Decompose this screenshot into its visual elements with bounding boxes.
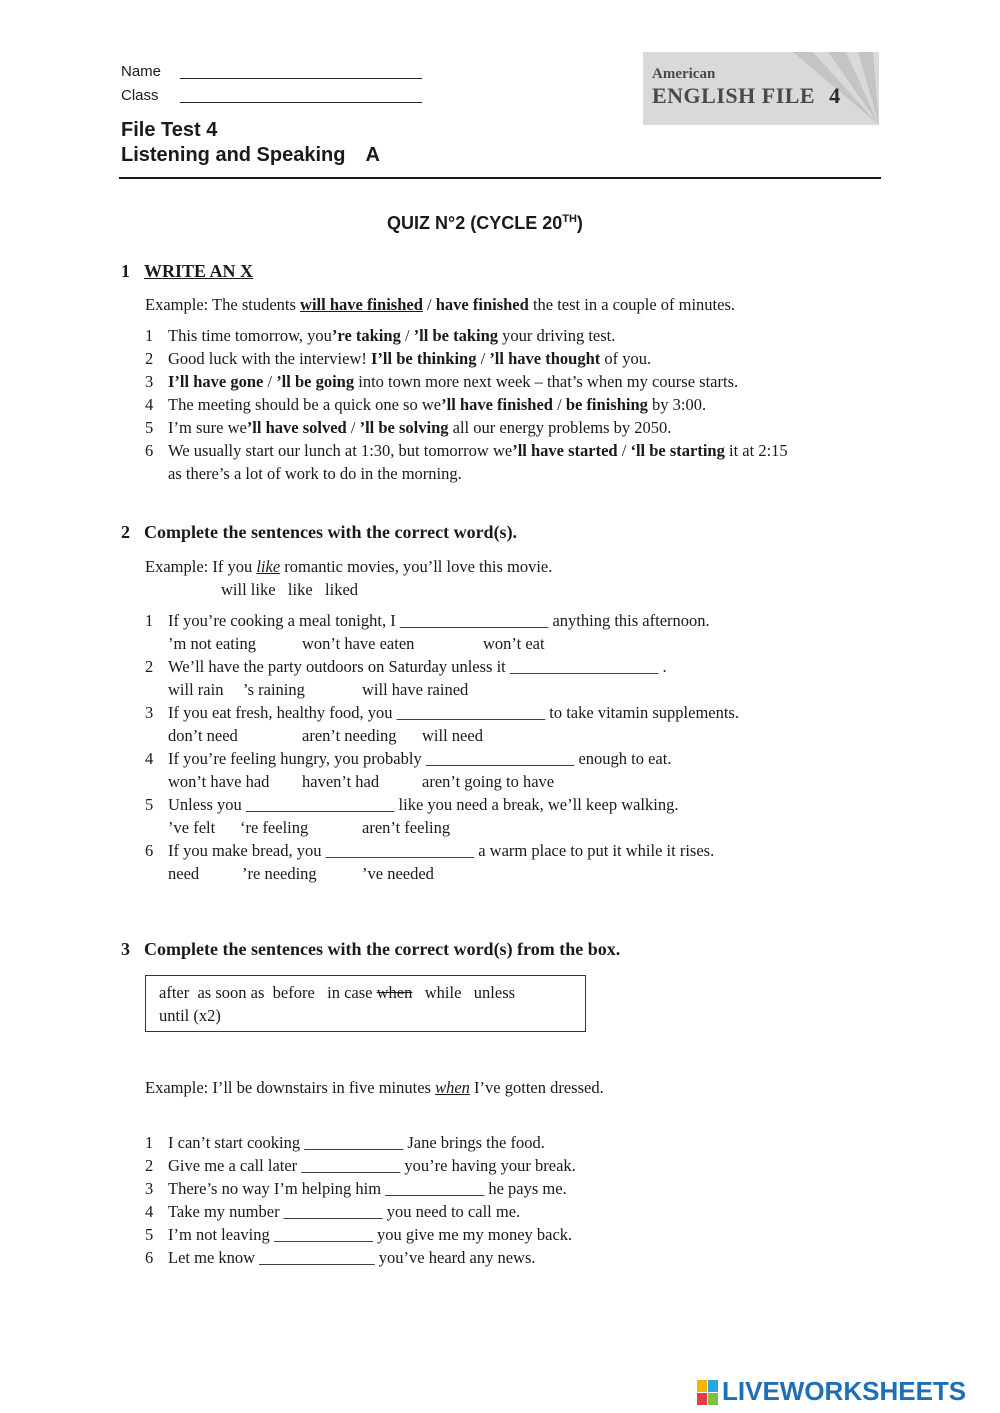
american-english-file-logo <box>643 52 879 125</box>
section2-list <box>145 609 739 885</box>
example-separator: / <box>422 295 436 314</box>
item-number: 2 <box>145 349 154 368</box>
section3-list <box>145 1131 576 1269</box>
choice-a[interactable]: ’ll have finished <box>441 395 553 414</box>
item-number: 2 <box>145 1156 154 1175</box>
example-answer: like <box>256 557 281 576</box>
section2-example <box>145 555 552 578</box>
section2-heading <box>121 522 517 543</box>
item-number: 5 <box>145 795 154 814</box>
liveworksheets-brand: LIVEWORKSHEETS <box>722 1376 967 1406</box>
option[interactable]: won’t have eaten <box>302 634 415 653</box>
list-item-continuation: as there’s a lot of work to do in the morning. <box>168 464 462 483</box>
quiz-title-sup: TH <box>562 213 577 225</box>
quiz-title <box>387 213 583 234</box>
option[interactable]: will have rained <box>362 680 469 699</box>
example-option-1[interactable]: will have finished <box>300 295 423 314</box>
choice-separator: / <box>552 395 566 414</box>
version-letter: A <box>365 144 380 166</box>
section3-number: 3 <box>121 939 130 959</box>
word-box-words: while unless <box>412 983 516 1002</box>
example-prefix: Example: I’ll be downstairs in five minutes <box>145 1078 436 1097</box>
section1-example <box>145 293 735 316</box>
item-text: by 3:00. <box>647 395 707 414</box>
option[interactable]: ’s raining <box>243 680 305 699</box>
word-box <box>145 975 586 1032</box>
option[interactable]: aren’t needing <box>302 726 397 745</box>
section1-number: 1 <box>121 261 130 281</box>
item-number: 3 <box>145 1179 154 1198</box>
choice-separator: / <box>263 372 277 391</box>
liveworksheets-logo-icon <box>697 1380 719 1406</box>
class-field[interactable]: _____________________________ <box>180 87 422 104</box>
header-divider <box>119 177 881 179</box>
example-prefix: Example: If you <box>145 557 257 576</box>
list-item <box>145 1154 576 1177</box>
item-text: If you eat fresh, healthy food, you __________________ to take vitamin supplements. <box>168 703 739 722</box>
item-number: 2 <box>145 657 154 676</box>
list-item <box>145 393 788 416</box>
item-number: 1 <box>145 611 154 630</box>
example-suffix: romantic movies, you’ll love this movie. <box>280 557 553 576</box>
choice-separator: / <box>346 418 360 437</box>
choice-a[interactable]: I’ll be thinking <box>371 349 477 368</box>
item-text: Take my number ____________ you need to call me. <box>168 1202 521 1221</box>
item-text: The meeting should be a quick one so we <box>168 395 442 414</box>
list-item <box>145 1246 576 1269</box>
list-item <box>145 747 739 793</box>
item-number: 3 <box>145 372 154 391</box>
listening-speaking-label: Listening and Speaking <box>121 144 346 166</box>
list-item <box>145 324 788 347</box>
item-number: 6 <box>145 1248 154 1267</box>
option[interactable]: will need <box>422 726 483 745</box>
item-text: If you’re cooking a meal tonight, I __________________ anything this afternoon. <box>168 611 710 630</box>
choice-b[interactable]: ‘ll be starting <box>630 441 725 460</box>
item-text: of you. <box>600 349 652 368</box>
list-item <box>145 1223 576 1246</box>
item-text: I’m sure we <box>168 418 247 437</box>
choice-b[interactable]: be finishing <box>565 395 648 414</box>
item-text: Give me a call later ____________ you’re having your break. <box>168 1156 576 1175</box>
item-text: We usually start our lunch at 1:30, but tomorrow we <box>168 441 513 460</box>
list-item <box>145 609 739 655</box>
word-box-line-2: until (x2) <box>159 1006 221 1025</box>
section3-example <box>145 1076 604 1099</box>
item-text: Good luck with the interview! <box>168 349 371 368</box>
example-answer: when <box>435 1078 470 1097</box>
item-number: 4 <box>145 395 154 414</box>
section2-example-options: will like like liked <box>221 580 359 599</box>
option[interactable]: haven’t had <box>302 772 380 791</box>
item-number: 1 <box>145 1133 154 1152</box>
section1-list <box>145 324 788 485</box>
list-item <box>145 839 739 885</box>
file-test-title: File Test 4 <box>121 119 218 141</box>
choice-b[interactable]: ’ll have thought <box>489 349 601 368</box>
choice-b[interactable]: ’ll be taking <box>413 326 499 345</box>
item-text: We’ll have the party outdoors on Saturday unless it __________________ . <box>168 657 667 676</box>
list-item <box>145 655 739 701</box>
option[interactable]: don’t need <box>168 726 238 745</box>
list-item <box>145 347 788 370</box>
example-prefix: Example: The students <box>145 295 301 314</box>
item-number: 6 <box>145 441 154 460</box>
item-text: it at 2:15 <box>724 441 788 460</box>
logo-english-file-text: ENGLISH FILE <box>652 83 816 108</box>
example-suffix: the test in a couple of minutes. <box>528 295 736 314</box>
example-option-2[interactable]: have finished <box>435 295 529 314</box>
item-text: This time tomorrow, you <box>168 326 332 345</box>
section3-heading <box>121 939 620 960</box>
list-item <box>145 439 788 462</box>
word-box-used-word: when <box>376 983 413 1002</box>
item-text: I can’t start cooking ____________ Jane brings the food. <box>168 1133 545 1152</box>
item-number: 4 <box>145 749 154 768</box>
item-text: your driving test. <box>498 326 616 345</box>
name-field[interactable]: _____________________________ <box>180 63 422 80</box>
option[interactable]: need <box>168 864 200 883</box>
listening-speaking-title <box>121 143 380 168</box>
section2-title: Complete the sentences with the correct word(s). <box>144 522 518 542</box>
section1-title: WRITE AN X <box>144 261 254 281</box>
logo-number: 4 <box>829 83 841 108</box>
option[interactable]: ’m not eating <box>168 634 256 653</box>
class-label: Class <box>121 87 159 104</box>
item-text: all our energy problems by 2050. <box>448 418 672 437</box>
list-item <box>145 416 788 439</box>
quiz-title-close: ) <box>576 213 583 233</box>
item-text: If you make bread, you __________________ a warm place to put it while it rises. <box>168 841 715 860</box>
quiz-title-text: QUIZ N°2 (CYCLE 20 <box>387 213 563 233</box>
option[interactable]: ’re needing <box>242 864 317 883</box>
list-item <box>145 701 739 747</box>
option[interactable]: ’ve felt <box>168 818 216 837</box>
item-number: 3 <box>145 703 154 722</box>
section1-heading <box>121 261 253 282</box>
choice-separator: / <box>400 326 414 345</box>
choice-b[interactable]: ’ll be going <box>276 372 355 391</box>
example-suffix: I’ve gotten dressed. <box>469 1078 604 1097</box>
option[interactable]: ’ve needed <box>362 864 434 883</box>
item-text: into town more next week – that’s when my course starts. <box>354 372 739 391</box>
option[interactable]: won’t eat <box>483 634 545 653</box>
choice-b[interactable]: ’ll be solving <box>359 418 449 437</box>
section3-title: Complete the sentences with the correct word(s) from the box. <box>144 939 621 959</box>
logo-american: American <box>652 66 716 82</box>
list-item <box>145 793 739 839</box>
item-number: 5 <box>145 418 154 437</box>
word-box-words: after as soon as before in case <box>159 983 377 1002</box>
item-text: If you’re feeling hungry, you probably __________________ enough to eat. <box>168 749 672 768</box>
choice-separator: / <box>476 349 490 368</box>
choice-a[interactable]: ’ll have started <box>512 441 618 460</box>
option[interactable]: ‘re feeling <box>240 818 309 837</box>
item-text: There’s no way I’m helping him ____________ he pays me. <box>168 1179 567 1198</box>
word-box-line-1 <box>159 981 515 1004</box>
item-text: Unless you __________________ like you need a break, we’ll keep walking. <box>168 795 679 814</box>
item-text: I’m not leaving ____________ you give me my money back. <box>168 1225 573 1244</box>
item-text: Let me know ______________ you’ve heard any news. <box>168 1248 536 1267</box>
name-label: Name <box>121 63 162 80</box>
list-item <box>145 1177 576 1200</box>
option[interactable]: will rain <box>168 680 224 699</box>
option[interactable]: aren’t feeling <box>362 818 451 837</box>
choice-separator: / <box>617 441 631 460</box>
logo-english-file <box>652 83 841 109</box>
item-number: 5 <box>145 1225 154 1244</box>
choice-a[interactable]: I’ll have gone <box>168 372 264 391</box>
list-item <box>145 1131 576 1154</box>
list-item <box>145 370 788 393</box>
choice-a[interactable]: ’ll have solved <box>246 418 347 437</box>
item-number: 6 <box>145 841 154 860</box>
choice-a[interactable]: ’re taking <box>331 326 401 345</box>
list-item <box>145 1200 576 1223</box>
option[interactable]: aren’t going to have <box>422 772 555 791</box>
item-number: 4 <box>145 1202 154 1221</box>
option[interactable]: won’t have had <box>168 772 270 791</box>
item-number: 1 <box>145 326 154 345</box>
section2-number: 2 <box>121 522 130 542</box>
